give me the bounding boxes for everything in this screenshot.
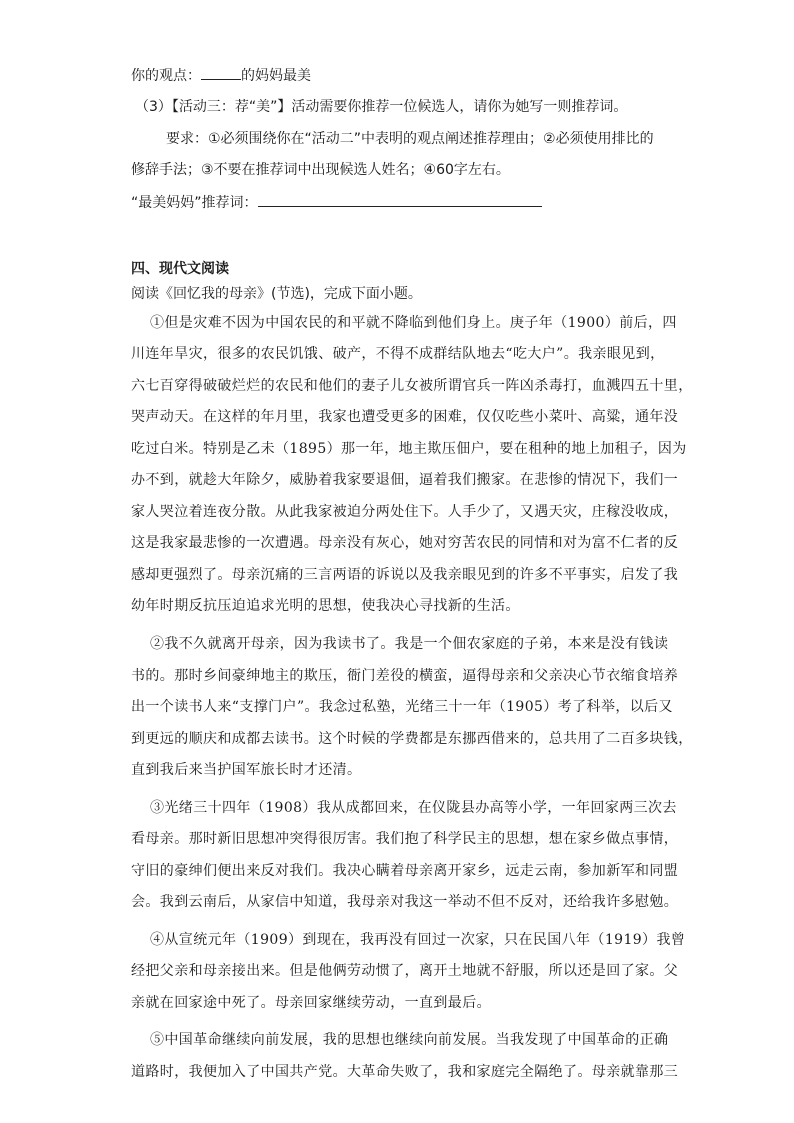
passage-line: 道路时，我便加入了中国共产党。大革命失败了，我和家庭完全隔绝了。母亲就靠那三 [131,1064,679,1080]
viewpoint-line [131,65,311,86]
passage-line: 到更远的顺庆和成都去读书。这个时候的学费都是东挪西借来的，总共用了二百多块钱， [131,731,693,747]
passage-line: 吃过白米。特别是乙未（1895）那一年，地主欺压佃户，要在租种的地上加租子，因为 [131,441,687,457]
passage-line: 经把父亲和母亲接出来。但是他俩劳动惯了，离开土地就不舒服，所以还是回了家。父 [131,963,679,979]
passage-line: 六七百穿得破破烂烂的农民和他们的妻子儿女被所谓官兵一阵凶杀毒打，血溅四五十里， [131,378,693,394]
passage-line: 办不到，就趁大年除夕，威胁着我家要退佃，逼着我们搬家。在悲惨的情况下，我们一 [131,472,679,488]
passage-line: ②我不久就离开母亲，因为我读书了。我是一个佃农家庭的子弟，本来是没有钱读 [150,636,669,652]
requirements-line-1: 要求：①必须围绕你在“活动二”中表明的观点阐述推荐理由；②必须使用排比的 [166,131,654,147]
passage-line: 感却更强烈了。母亲沉痛的三言两语的诉说以及我亲眼见到的许多不平事实，启发了我 [131,567,679,583]
passage-line: 哭声动天。在这样的年月里，我家也遭受更多的困难，仅仅吃些小菜叶、高粱，通年没 [131,409,679,425]
question-3: （3）【活动三：荐“美”】活动需要你推荐一位候选人，请你为她写一则推荐词。 [135,99,628,115]
passage-line: 这是我家最悲惨的一次遭遇。母亲没有灰心，她对穷苦农民的同情和对为富不仁者的反 [131,535,679,551]
passage-line: 幼年时期反抗压迫追求光明的思想，使我决心寻找新的生活。 [131,598,520,614]
recommendation-line [131,192,542,213]
passage-line: ⑤中国革命继续向前发展，我的思想也继续向前发展。当我发现了中国革命的正确 [150,1032,669,1048]
viewpoint-suffix: 的妈妈最美 [241,68,311,84]
passage-line: 守旧的豪绅们便出来反对我们。我决心瞒着母亲离开家乡，远走云南，参加新军和同盟 [131,863,679,879]
passage-line: 书的。那时乡间豪绅地主的欺压，衙门差役的横蛮，逼得母亲和父亲决心节衣缩食培养 [131,668,679,684]
passage-line: 会。我到云南后，从家信中知道，我母亲对我这一举动不但不反对，还给我许多慰勉。 [131,894,679,910]
reading-instruction: 阅读《回忆我的母亲》(节选)，完成下面小题。 [131,286,422,302]
section-heading: 四、现代文阅读 [131,261,229,277]
passage-line: ①但是灾难不因为中国农民的和平就不降临到他们身上。庚子年（1900）前后，四 [150,315,677,331]
viewpoint-blank[interactable] [201,65,241,80]
requirements-line-2: 修辞手法；③不要在推荐词中出现候选人姓名；④60字左右。 [131,162,510,178]
viewpoint-prefix: 你的观点： [131,68,201,84]
passage-line: ④从宣统元年（1909）到现在，我再没有回过一次家，只在民国八年（1919）我曾 [150,932,686,948]
recommendation-blank[interactable] [258,192,542,207]
passage-line: 看母亲。那时新旧思想冲突得很厉害。我们抱了科学民主的思想，想在家乡做点事情， [131,831,679,847]
passage-line: 直到我后来当护国军旅长时才还清。 [131,762,362,778]
passage-line: 出一个读书人来“支撑门户”。我念过私塾，光绪三十一年（1905）考了科举，以后又 [131,699,673,715]
passage-line: 亲就在回家途中死了。母亲回家继续劳动，一直到最后。 [131,995,491,1011]
recommendation-label: “最美妈妈”推荐词： [131,195,258,211]
passage-line: 家人哭泣着连夜分散。从此我家被迫分两处住下。人手少了，又遇天灾，庄稼没收成， [131,504,679,520]
passage-line: 川连年旱灾，很多的农民饥饿、破产，不得不成群结队地去“吃大户”。我亲眼见到， [131,346,665,362]
passage-line: ③光绪三十四年（1908）我从成都回来，在仪陇县办高等小学，一年回家两三次去 [150,800,677,816]
